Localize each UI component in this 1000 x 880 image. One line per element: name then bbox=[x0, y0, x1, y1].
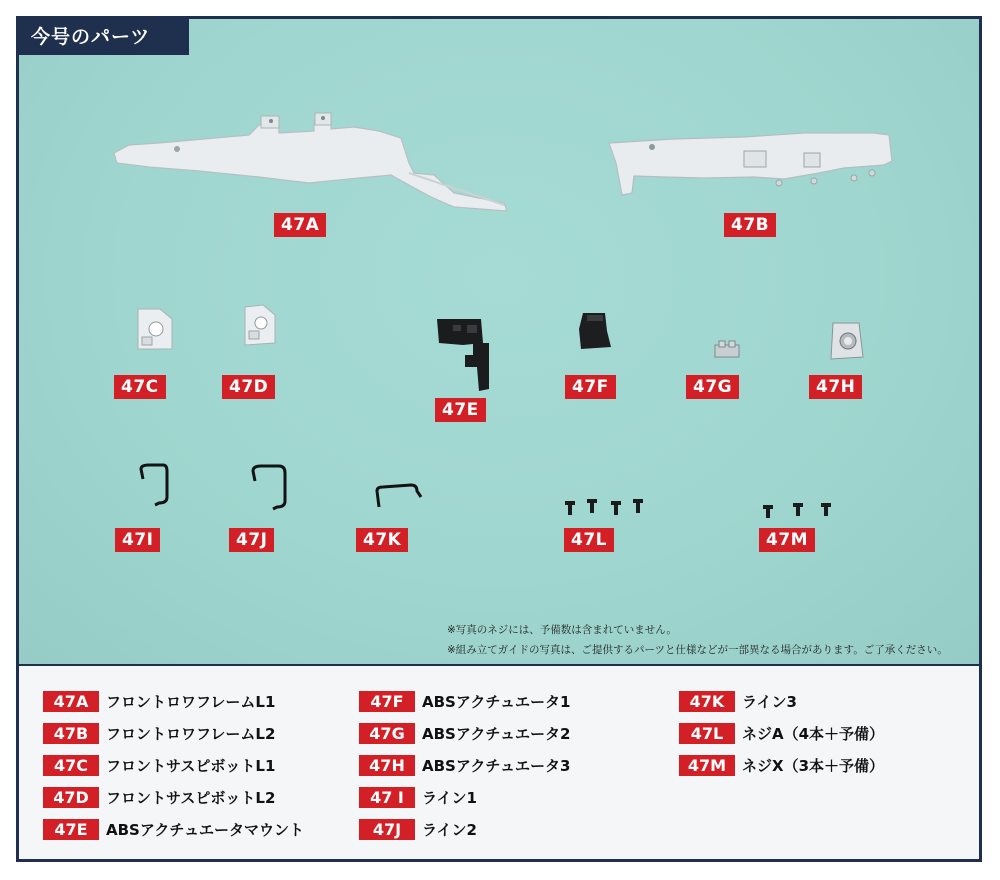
legend-item-47d bbox=[43, 785, 275, 809]
legend-code: 47M bbox=[679, 755, 735, 776]
legend-name: ライン2 bbox=[422, 820, 477, 839]
parts-legend bbox=[19, 664, 979, 859]
tag-47e: 47E bbox=[435, 398, 486, 422]
legend-item-47a bbox=[43, 689, 275, 713]
legend-item-47l bbox=[679, 721, 884, 745]
tag-47h: 47H bbox=[809, 375, 862, 399]
part-47m-image bbox=[757, 499, 847, 523]
part-47h-image bbox=[827, 319, 871, 363]
tag-47g: 47G bbox=[686, 375, 739, 399]
legend-code: 47J bbox=[359, 819, 415, 840]
legend-code: 47H bbox=[359, 755, 415, 776]
legend-name: ABSアクチュエータ2 bbox=[422, 724, 571, 743]
legend-code: 47K bbox=[679, 691, 735, 712]
legend-item-47e bbox=[43, 817, 304, 841]
tag-47c: 47C bbox=[114, 375, 166, 399]
tag-47f: 47F bbox=[565, 375, 616, 399]
part-47l-image bbox=[557, 495, 657, 521]
tag-47l: 47L bbox=[564, 528, 614, 552]
parts-photo bbox=[19, 19, 979, 664]
tag-47k: 47K bbox=[356, 528, 408, 552]
part-47d-image bbox=[237, 301, 282, 351]
legend-name: ABSアクチュエータ3 bbox=[422, 756, 571, 775]
tag-47j: 47J bbox=[229, 528, 274, 552]
part-47c-image bbox=[132, 305, 177, 355]
legend-item-47c bbox=[43, 753, 275, 777]
legend-code: 47 I bbox=[359, 787, 415, 808]
legend-name: フロントロワフレームL1 bbox=[106, 692, 276, 711]
legend-item-47g bbox=[359, 721, 570, 745]
tag-47d: 47D bbox=[222, 375, 275, 399]
tag-47i: 47I bbox=[115, 528, 160, 552]
legend-item-47i bbox=[359, 785, 477, 809]
page-title: 今号のパーツ bbox=[19, 19, 189, 55]
legend-name: ABSアクチュエータ1 bbox=[422, 692, 571, 711]
legend-code: 47B bbox=[43, 723, 99, 744]
legend-item-47j bbox=[359, 817, 477, 841]
legend-code: 47F bbox=[359, 691, 415, 712]
part-47f-image bbox=[575, 309, 625, 359]
legend-code: 47D bbox=[43, 787, 99, 808]
legend-item-47f bbox=[359, 689, 570, 713]
legend-name: ライン3 bbox=[742, 692, 797, 711]
legend-name: ライン1 bbox=[422, 788, 477, 807]
note-screws: ※写真のネジには、予備数は含まれていません。 bbox=[447, 624, 677, 636]
legend-code: 47G bbox=[359, 723, 415, 744]
part-47e-image bbox=[429, 315, 509, 395]
part-47b-image bbox=[604, 123, 914, 203]
legend-name: フロントサスピボットL2 bbox=[106, 788, 276, 807]
legend-code: 47C bbox=[43, 755, 99, 776]
part-47j-image bbox=[241, 461, 297, 517]
legend-item-47k bbox=[679, 689, 797, 713]
tag-47a: 47A bbox=[274, 213, 326, 237]
legend-name: ネジX（3本＋予備） bbox=[742, 756, 885, 775]
legend-item-47m bbox=[679, 753, 884, 777]
note-disclaimer: ※組み立てガイドの写真は、ご提供するパーツと仕様などが一部異なる場合があります。ご了承ください。 bbox=[447, 644, 948, 656]
legend-item-47h bbox=[359, 753, 570, 777]
part-47a-image bbox=[109, 103, 529, 223]
part-47k-image bbox=[369, 477, 429, 513]
part-47i-image bbox=[129, 461, 179, 511]
legend-name: フロントロワフレームL2 bbox=[106, 724, 276, 743]
tag-47b: 47B bbox=[724, 213, 776, 237]
legend-name: フロントサスピボットL1 bbox=[106, 756, 276, 775]
legend-code: 47E bbox=[43, 819, 99, 840]
legend-name: ネジA（4本＋予備） bbox=[742, 724, 885, 743]
legend-item-47b bbox=[43, 721, 275, 745]
part-47g-image bbox=[709, 337, 749, 367]
legend-code: 47L bbox=[679, 723, 735, 744]
legend-code: 47A bbox=[43, 691, 99, 712]
parts-sheet bbox=[16, 16, 982, 862]
tag-47m: 47M bbox=[759, 528, 815, 552]
legend-name: ABSアクチュエータマウント bbox=[106, 820, 304, 839]
